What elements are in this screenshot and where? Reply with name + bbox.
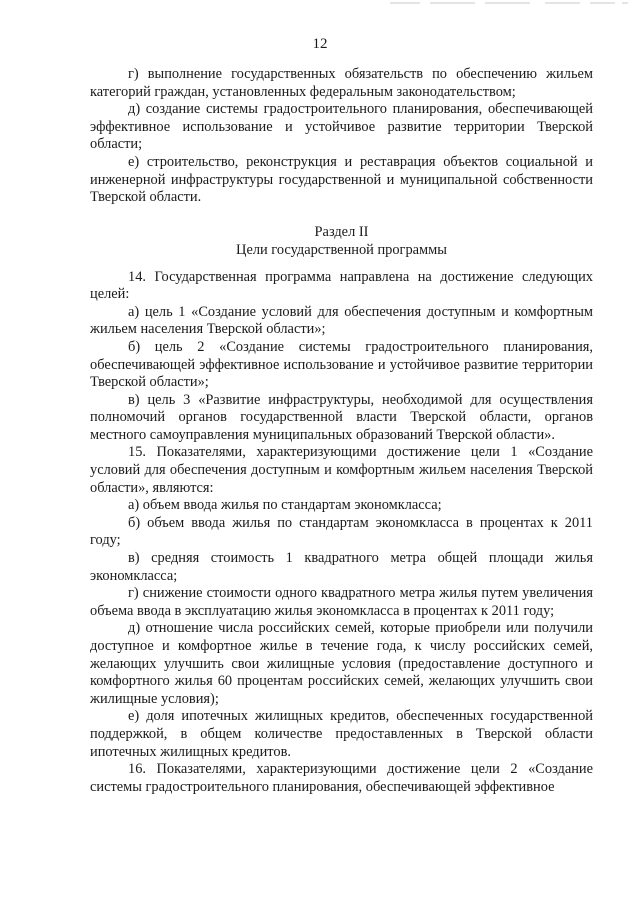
paragraph-15: 15. Показателями, характеризующими достижение цели 1 «Создание условий для обеспечения доступным и комфортным жильем населения Тверской области», являются:	[90, 444, 593, 496]
paragraph-14-v: в) цель 3 «Развитие инфраструктуры, необходимой для осуществления полномочий органов государственной власти Тверской области, органов местного самоуправления муниципальных образований Тверской области».	[90, 391, 593, 443]
paragraph-15-a: а) объем ввода жилья по стандартам экономкласса;	[128, 497, 442, 514]
document-body	[90, 66, 593, 796]
paragraph-e: е) строительство, реконструкция и реставрация объектов социальной и инженерной инфраструктуры государственной и муниципальной собственности Тверской области.	[90, 153, 593, 206]
paragraph-15-d: д) отношение числа российских семей, которые приобрели или получили доступное и комфортное жилье в течение года, к числу российских семей, желающих улучшить свои жилищные условия (предоставление доступного и комфортного жилья 60 процентам российских семей, желающих улучшить свои жилищные условия);	[90, 620, 593, 707]
paragraph-g: г) выполнение государственных обязательств по обеспечению жильем категорий граждан, установленных федеральным законодательством;	[90, 66, 593, 100]
paragraph-16: 16. Показателями, характеризующими достижение цели 2 «Создание системы градостроительного планирования, обеспечивающей эффективное	[90, 761, 593, 795]
paragraph-d: д) создание системы градостроительного планирования, обеспечивающей эффективное использование и устойчивое развитие территории Тверской области;	[90, 101, 593, 153]
paragraph-14-a: а) цель 1 «Создание условий для обеспечения доступным и комфортным жильем населения Тверской области»;	[90, 303, 593, 338]
paragraph-15-b: б) объем ввода жилья по стандартам экономкласса в процентах к 2011 году;	[90, 514, 593, 549]
paragraph-15-e: е) доля ипотечных жилищных кредитов, обеспеченных государственной поддержкой, в общем количестве предоставленных в Тверской области ипотечных жилищных кредитов.	[90, 708, 593, 760]
paragraph-14: 14. Государственная программа направлена на достижение следующих целей:	[90, 268, 593, 303]
paragraph-14-b: б) цель 2 «Создание системы градостроительного планирования, обеспечивающей эффективное использование и устойчивое развитие территории Тверской области»;	[90, 338, 593, 391]
paragraph-15-g: г) снижение стоимости одного квадратного метра жилья путем увеличения объема ввода в эксплуатацию жилья экономкласса в процентах к 2011 году;	[90, 585, 593, 619]
section-subtitle: Цели государственной программы	[236, 241, 447, 258]
page-number: 12	[312, 36, 328, 52]
scan-header-marks	[380, 0, 640, 8]
section-title: Раздел II	[314, 224, 369, 241]
paragraph-15-v: в) средняя стоимость 1 квадратного метра общей площади жилья экономкласса;	[90, 550, 593, 584]
